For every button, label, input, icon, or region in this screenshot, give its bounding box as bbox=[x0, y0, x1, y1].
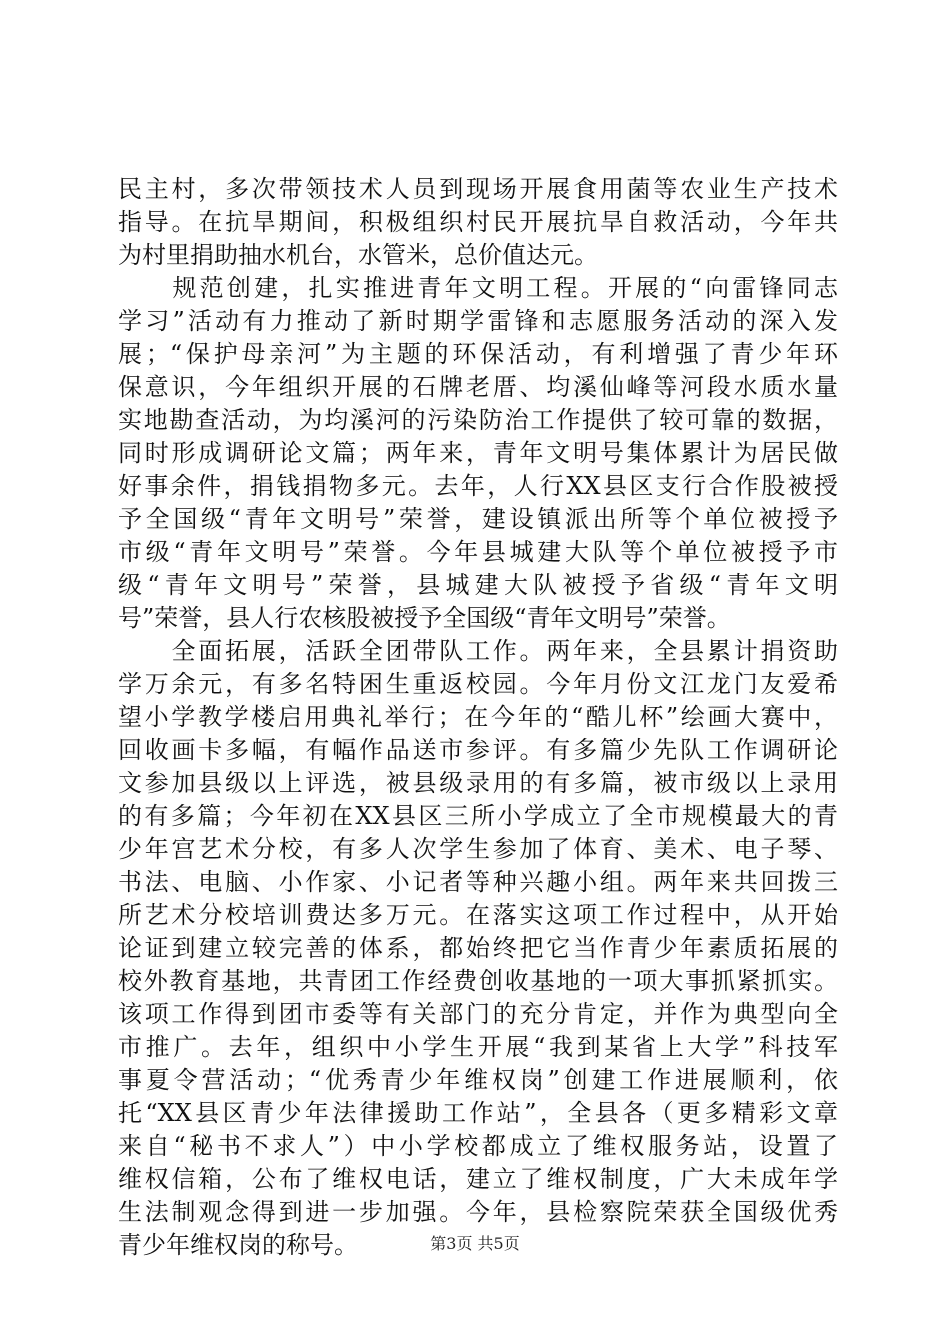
text-line: 同时形成调研论文篇；两年来，青年文明号集体累计为居民做 bbox=[118, 439, 838, 467]
text-line: 所艺术分校培训费达多万元。在落实这项工作过程中，从开始 bbox=[118, 901, 838, 929]
text-line: 级“青年文明号”荣誉，县城建大队被授予省级“青年文明 bbox=[118, 571, 838, 599]
text-line: 论证到建立较完善的体系，都始终把它当作青少年素质拓展的 bbox=[118, 934, 838, 962]
text-line: 规范创建，扎实推进青年文明工程。开展的“向雷锋同志 bbox=[118, 274, 838, 302]
text-line: 展；“保护母亲河”为主题的环保活动，有利增强了青少年环 bbox=[118, 340, 838, 368]
text-line: 文参加县级以上评选，被县级录用的有多篇，被市级以上录用 bbox=[118, 769, 838, 797]
text-line: 青少年维权岗的称号。 bbox=[118, 1231, 358, 1259]
text-line: 全面拓展，活跃全团带队工作。两年来，全县累计捐资助 bbox=[118, 637, 838, 665]
text-line: 该项工作得到团市委等有关部门的充分肯定，并作为典型向全 bbox=[118, 1000, 838, 1028]
text-line: 回收画卡多幅，有幅作品送市参评。有多篇少先队工作调研论 bbox=[118, 736, 838, 764]
text-line: 市推广。去年，组织中小学生开展“我到某省上大学”科技军 bbox=[118, 1033, 838, 1061]
text-line: 民主村，多次带领技术人员到现场开展食用菌等农业生产技术 bbox=[118, 175, 838, 203]
text-line: 事夏令营活动；“优秀青少年维权岗”创建工作进展顺利，依 bbox=[118, 1066, 838, 1094]
text-line: 书法、电脑、小作家、小记者等种兴趣小组。两年来共回拨三 bbox=[118, 868, 838, 896]
text-line: 好事余件，捐钱捐物多元。去年，人行XX县区支行合作股被授 bbox=[118, 472, 838, 500]
document-body bbox=[118, 173, 838, 1262]
page-footer: 第3页 共5页 bbox=[430, 1234, 520, 1253]
text-line: 为村里捐助抽水机台，水管米，总价值达元。 bbox=[118, 241, 598, 269]
text-line: 予全国级“青年文明号”荣誉，建设镇派出所等个单位被授予 bbox=[118, 505, 838, 533]
text-line: 保意识，今年组织开展的石牌老厝、均溪仙峰等河段水质水量 bbox=[118, 373, 838, 401]
text-line: 学万余元，有多名特困生重返校园。今年月份文江龙门友爱希 bbox=[118, 670, 838, 698]
text-line: 生法制观念得到进一步加强。今年，县检察院荣获全国级优秀 bbox=[118, 1198, 838, 1226]
text-line: 校外教育基地，共青团工作经费创收基地的一项大事抓紧抓实。 bbox=[118, 967, 838, 995]
text-line: 指导。在抗旱期间，积极组织村民开展抗旱自救活动，今年共 bbox=[118, 208, 838, 236]
text-line: 来自“秘书不求人”）中小学校都成立了维权服务站，设置了 bbox=[118, 1132, 838, 1160]
text-line: 学习”活动有力推动了新时期学雷锋和志愿服务活动的深入发 bbox=[118, 307, 838, 335]
text-line: 托“XX县区青少年法律援助工作站”，全县各（更多精彩文章 bbox=[118, 1099, 838, 1127]
text-line: 号”荣誉，县人行农核股被授予全国级“青年文明号”荣誉。 bbox=[118, 604, 731, 632]
text-line: 维权信箱，公布了维权电话，建立了维权制度，广大未成年学 bbox=[118, 1165, 838, 1193]
text-line: 望小学教学楼启用典礼举行；在今年的“酷儿杯”绘画大赛中， bbox=[118, 703, 838, 731]
text-line: 少年宫艺术分校，有多人次学生参加了体育、美术、电子琴、 bbox=[118, 835, 838, 863]
text-line: 的有多篇；今年初在XX县区三所小学成立了全市规模最大的青 bbox=[118, 802, 838, 830]
text-line: 市级“青年文明号”荣誉。今年县城建大队等个单位被授予市 bbox=[118, 538, 838, 566]
text-line: 实地勘查活动，为均溪河的污染防治工作提供了较可靠的数据， bbox=[118, 406, 838, 434]
